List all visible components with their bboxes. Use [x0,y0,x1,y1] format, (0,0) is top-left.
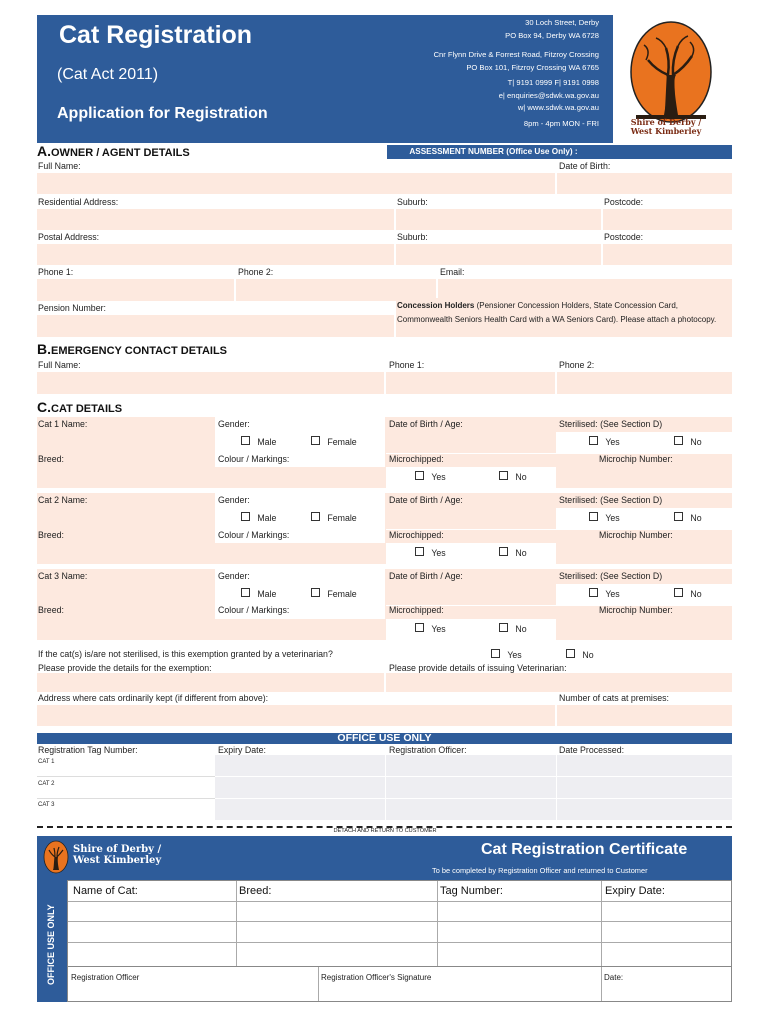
cat1-dob-label: Date of Birth / Age: [389,419,463,429]
office-cat2-date[interactable] [557,777,732,798]
act-reference: (Cat Act 2011) [57,66,159,83]
cat1-breed-label: Breed: [38,454,64,464]
office-use-side-label: OFFICE USE ONLY [46,904,56,985]
cat2-colour-label: Colour / Markings: [218,530,290,540]
option-label: Female [327,589,357,599]
cat2-microchipped-label: Microchipped: [389,530,444,540]
emergency-phone2-input[interactable] [557,372,732,394]
cat2-microchip-number-input[interactable] [557,543,732,564]
cat2-male-option[interactable] [241,512,276,523]
checkbox[interactable] [674,512,683,521]
checkbox[interactable] [566,649,575,658]
divider [37,776,215,777]
checkbox[interactable] [491,649,500,658]
section-letter: A. [37,143,51,159]
form-title: Cat Registration [59,21,253,49]
address-line: 30 Loch Street, Derby [525,18,599,27]
section-a-heading [37,143,190,159]
postcode-label: Postcode: [604,232,644,242]
option-label: No [515,548,527,558]
cat1-gender-label: Gender: [218,419,250,429]
cat3-chip-yes[interactable] [415,623,446,634]
pension-label: Pension Number: [38,303,106,313]
option-label: Male [257,513,277,523]
exemption-no[interactable] [566,649,594,660]
office-cat2-expiry[interactable] [215,777,385,798]
concession-text: (Pensioner Concession Holders, State Concession Card, Commonwealth Seniors Health Card with a WA Seniors Card). Please attach a photocopy. [397,301,717,324]
certificate-side-bar [37,880,67,1002]
num-cats-input[interactable] [557,705,732,726]
dob-label: Date of Birth: [559,161,611,171]
section-letter: C. [37,399,51,415]
concession-bold: Concession Holders [397,301,475,310]
suburb-label: Suburb: [397,197,428,207]
cat3-microchipped-label: Microchipped: [389,605,444,615]
cat2-sterilised-yes[interactable] [589,512,620,523]
office-cat3-officer[interactable] [386,799,556,820]
cert-tag-number-label: Tag Number: [440,885,503,897]
checkbox[interactable] [674,436,683,445]
owner-full-name-input[interactable] [37,173,555,194]
cat2-chip-cell [386,543,556,564]
residential-address-input[interactable] [37,209,394,230]
checkbox[interactable] [241,588,250,597]
office-hours: 8pm - 4pm MON - FRI [523,118,599,128]
option-label: No [582,650,594,660]
cat2-name-label: Cat 2 Name: [38,495,88,505]
assessment-number-label: ASSESSMENT NUMBER (Office Use Only) : [387,145,600,159]
phone-fax: T| 9191 0999 F| 9191 0998 [507,78,599,87]
checkbox[interactable] [311,436,320,445]
cat1-microchip-number-input[interactable] [557,467,732,488]
officer-label: Registration Officer: [389,745,467,755]
emergency-phone2-label: Phone 2: [559,360,595,370]
option-label: Yes [605,589,620,599]
cat2-gender-label: Gender: [218,495,250,505]
cat3-colour-label: Colour / Markings: [218,605,290,615]
cat3-chip-no[interactable] [499,623,527,634]
address-kept-label: Address where cats ordinarily kept (if different from above): [38,693,269,703]
section-b-heading [37,341,227,357]
office-cat2-label: CAT 2 [38,781,55,787]
cat2-dob-label: Date of Birth / Age: [389,495,463,505]
checkbox[interactable] [415,623,424,632]
cert-cat1-name-input[interactable] [69,902,235,921]
address-kept-input[interactable] [37,705,555,726]
divider [318,967,319,1001]
cert-cat3-name-input[interactable] [69,943,235,965]
checkbox[interactable] [499,471,508,480]
cat1-colour-label: Colour / Markings: [218,454,290,464]
expiry-label: Expiry Date: [218,745,266,755]
address-line: PO Box 94, Derby WA 6728 [505,30,599,40]
cat3-breed-label: Breed: [38,605,64,615]
cert-cat2-name-input[interactable] [69,922,235,941]
cat3-male-option[interactable] [241,588,276,599]
cat1-microchipped-label: Microchipped: [389,454,444,464]
certificate-logo-text [73,844,161,866]
office-cat2-officer[interactable] [386,777,556,798]
cat1-sterilised-yes[interactable] [589,436,620,447]
tag-number-label: Registration Tag Number: [38,745,138,755]
option-label: No [690,437,702,447]
postal-suburb-input[interactable] [396,244,601,265]
cert-breed-label: Breed: [239,885,272,897]
owner-phone1-input[interactable] [37,279,234,301]
detach-label: DETACH AND RETURN TO CUSTOMER [333,828,437,834]
cat1-dob-input[interactable] [386,432,556,453]
option-label: No [515,472,527,482]
phone1-label: Phone 1: [38,267,74,277]
cat3-sterilised-no[interactable] [674,588,702,599]
office-use-bar: OFFICE USE ONLY [37,733,732,744]
section-letter: B. [37,341,51,357]
option-label: Male [257,437,277,447]
exemption-details-label: Please provide the details for the exemption: [38,663,212,673]
office-cat-labels [37,755,215,820]
phone2-label: Phone 2: [238,267,274,277]
logo-line: Shire of Derby / [73,844,162,855]
checkbox[interactable] [241,436,250,445]
cat3-sterilised-yes[interactable] [589,588,620,599]
address-line: PO Box 101, Fitzroy Crossing WA 6765 [466,62,599,72]
concession-note [397,299,731,326]
office-cat3-label: CAT 3 [38,802,55,808]
cat1-sterilised-no[interactable] [674,436,702,447]
postal-address-label: Postal Address: [38,232,100,242]
cat2-colour-input[interactable] [215,543,385,564]
certificate-table [67,880,732,1002]
postcode-label: Postcode: [604,197,644,207]
emergency-name-input[interactable] [37,372,384,394]
emergency-phone1-input[interactable] [386,372,555,394]
divider [601,881,602,967]
emergency-name-label: Full Name: [38,360,81,370]
header-banner [37,15,613,143]
email-label: Email: [440,267,465,277]
postal-postcode-input[interactable] [603,244,732,265]
cat1-chip-no[interactable] [499,471,527,482]
cat3-name-label: Cat 3 Name: [38,571,88,581]
option-label: Yes [605,437,620,447]
option-label: No [515,624,527,634]
form-subtitle: Application for Registration [57,105,268,122]
checkbox[interactable] [499,623,508,632]
cat1-chip-cell [386,467,556,488]
exemption-question: If the cat(s) is/are not sterilised, is this exemption granted by a veterinarian? [38,649,333,659]
emergency-phone1-label: Phone 1: [389,360,425,370]
cat1-female-option[interactable] [311,436,357,447]
contact-details [434,17,599,130]
divider [601,967,602,1001]
option-label: Female [327,437,357,447]
full-name-label: Full Name: [38,161,81,171]
option-label: Yes [605,513,620,523]
certificate-title: Cat Registration Certificate [481,841,688,858]
divider [236,881,237,967]
residential-suburb-input[interactable] [396,209,601,230]
cat2-breed-label: Breed: [38,530,64,540]
cat2-chip-yes[interactable] [415,547,446,558]
checkbox[interactable] [589,436,598,445]
office-cat1-officer[interactable] [386,755,556,776]
logo-line: Shire of Derby / [630,117,702,127]
cat1-chip-yes[interactable] [415,471,446,482]
certificate-subtitle: To be completed by Registration Officer and returned to Customer [432,866,648,875]
assessment-number-field[interactable] [600,145,732,159]
address-line: Cnr Flynn Drive & Forrest Road, Fitzroy Crossing [433,50,599,59]
office-cat3-expiry[interactable] [215,799,385,820]
vet-details-label: Please provide details of issuing Veterinarian: [389,663,567,673]
checkbox[interactable] [589,588,598,597]
divider [68,966,731,967]
pension-number-input[interactable] [37,315,394,337]
cat2-female-option[interactable] [311,512,357,523]
cert-signature-label: Registration Officer's Signature [321,973,432,982]
office-cat1-label: CAT 1 [38,759,55,765]
cat2-sterilised-no[interactable] [674,512,702,523]
residential-address-label: Residential Address: [38,197,119,207]
date-processed-label: Date Processed: [559,745,625,755]
checkbox[interactable] [674,588,683,597]
cat3-sterilised-label: Sterilised: (See Section D) [559,571,663,581]
option-label: No [690,589,702,599]
cert-name-of-cat-label: Name of Cat: [73,885,138,897]
cat2-dob-input[interactable] [386,508,556,529]
checkbox[interactable] [311,512,320,521]
cat3-microchip-number-label: Microchip Number: [599,605,673,615]
section-title: EMERGENCY CONTACT DETAILS [51,345,228,357]
cert-date-label: Date: [604,973,624,982]
cat2-sterilised-label: Sterilised: (See Section D) [559,495,663,505]
cat1-male-option[interactable] [241,436,276,447]
option-label: Female [327,513,357,523]
website: w| www.sdwk.wa.gov.au [517,103,599,112]
cat1-name-label: Cat 1 Name: [38,419,88,429]
checkbox[interactable] [311,588,320,597]
vet-details-input[interactable] [386,673,732,692]
certificate-logo-icon [43,840,69,874]
residential-postcode-input[interactable] [603,209,732,230]
checkbox[interactable] [499,547,508,556]
cat3-microchip-number-input[interactable] [557,619,732,640]
office-cat3-date[interactable] [557,799,732,820]
cat3-female-option[interactable] [311,588,357,599]
option-label: Yes [507,650,522,660]
suburb-label: Suburb: [397,232,428,242]
cat1-sterilised-label: Sterilised: (See Section D) [559,419,663,429]
cat3-gender-label: Gender: [218,571,250,581]
cert-expiry-label: Expiry Date: [605,885,665,897]
option-label: Yes [431,472,446,482]
cat3-dob-label: Date of Birth / Age: [389,571,463,581]
office-cat1-expiry[interactable] [215,755,385,776]
cat1-microchip-number-label: Microchip Number: [599,454,673,464]
owner-dob-input[interactable] [557,173,732,194]
cat1-colour-input[interactable] [215,467,385,488]
checkbox[interactable] [415,471,424,480]
cat3-colour-input[interactable] [215,619,385,640]
exemption-yes[interactable] [491,649,522,660]
checkbox[interactable] [589,512,598,521]
option-label: Male [257,589,277,599]
cat3-chip-cell [386,619,556,640]
postal-address-input[interactable] [37,244,394,265]
logo-line: West Kimberley [73,855,162,866]
option-label: Yes [431,548,446,558]
logo-text [616,118,716,136]
checkbox[interactable] [415,547,424,556]
cat2-microchip-number-label: Microchip Number: [599,530,673,540]
logo-line: West Kimberley [630,126,702,136]
cat3-dob-input[interactable] [386,584,556,605]
num-cats-label: Number of cats at premises: [559,693,669,703]
section-title: OWNER / AGENT DETAILS [51,147,190,159]
cat2-chip-no[interactable] [499,547,527,558]
certificate-header [37,836,732,880]
section-title: CAT DETAILS [51,403,123,415]
office-cat1-date[interactable] [557,755,732,776]
email-address: e| enquiries@sdwk.wa.gov.au [498,90,599,100]
section-c-heading [37,399,122,415]
option-label: Yes [431,624,446,634]
cert-officer-label: Registration Officer [71,973,140,982]
checkbox[interactable] [241,512,250,521]
exemption-details-input[interactable] [37,673,384,692]
option-label: No [690,513,702,523]
divider [437,881,438,967]
divider [37,798,215,799]
